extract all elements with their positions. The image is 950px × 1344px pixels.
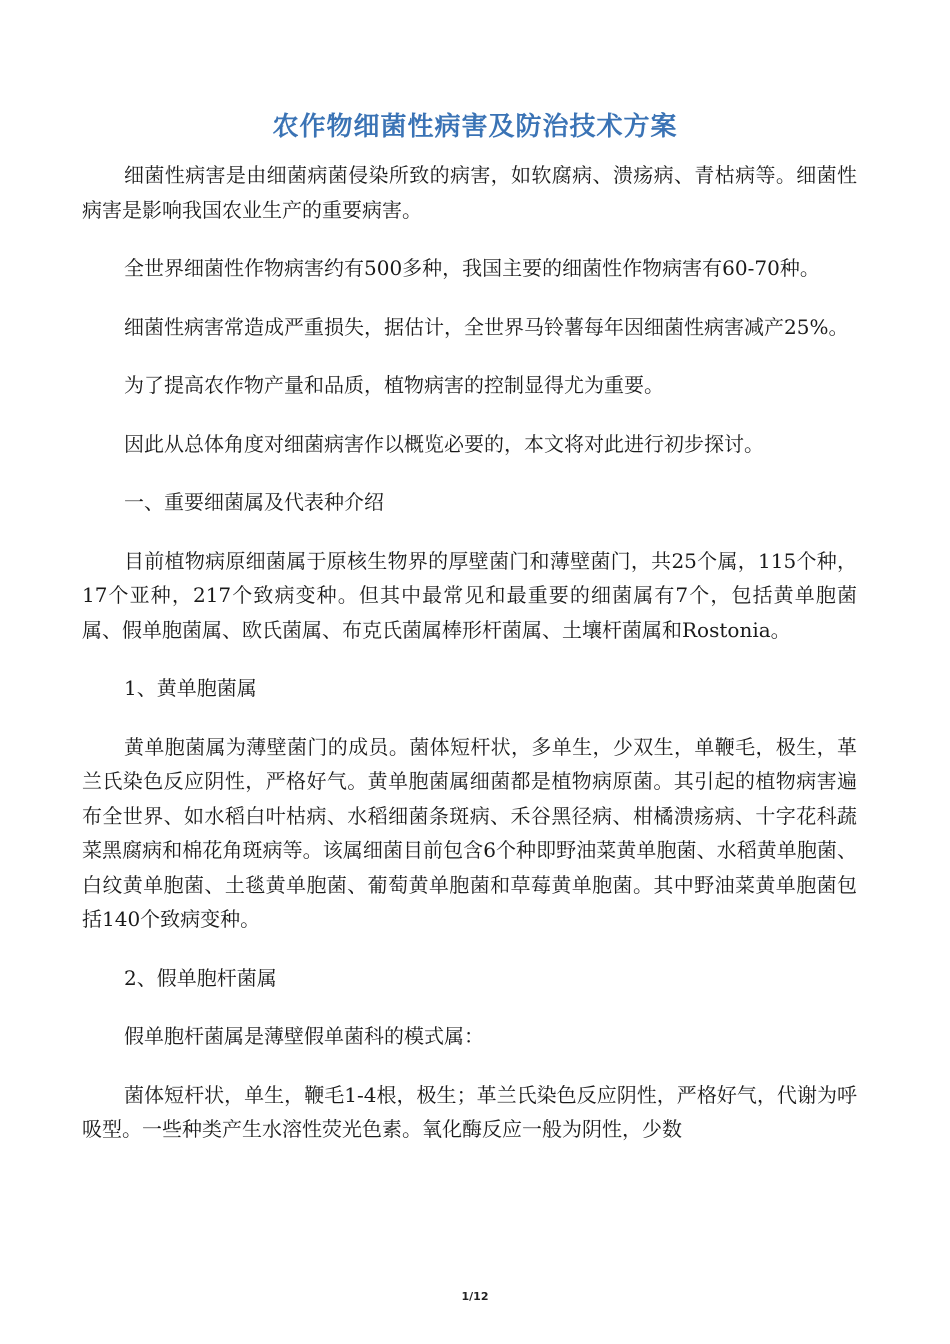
paragraph-5: 因此从总体角度对细菌病害作以概览必要的，本文将对此进行初步探讨。 xyxy=(124,431,764,456)
subheading-pseudomonas: 2、假单胞杆菌属 xyxy=(124,965,277,990)
document-title: 农作物细菌性病害及防治技术方案 xyxy=(272,112,678,142)
paragraph-1: 细菌性病害是由细菌病菌侵染所致的病害，如软腐病、溃疡病、青枯病等。细菌性病害是影响我国农业生产的重要病害。 xyxy=(82,163,857,222)
paragraph-7: 黄单胞菌属为薄壁菌门的成员。菌体短杆状，多单生，少双生，单鞭毛，极生，革兰氏染色反应阴性，严格好气。黄单胞菌属细菌都是植物病原菌。其引起的植物病害遍布全世界、如水稻白叶枯病、水稻细菌条斑病、禾谷黑径病、柑橘溃疡病、十字花科蔬菜黑腐病和棉花角斑病等。该属细菌目前包含6个种即野油菜黄单胞菌、水稻黄单胞菌、白纹黄单胞菌、土毯黄单胞菌、葡萄黄单胞菌和草莓黄单胞菌。其中野油菜黄单胞菌包括140个致病变种。 xyxy=(82,734,857,931)
paragraph-9: 菌体短杆状，单生，鞭毛1-4根，极生；革兰氏染色反应阴性，严格好气，代谢为呼吸型。一些种类产生水溶性荧光色素。氧化酶反应一般为阴性，少数 xyxy=(82,1082,857,1141)
page-number: 1/12 xyxy=(461,1290,489,1303)
subheading-xanthomonas: 1、黄单胞菌属 xyxy=(124,676,257,700)
section-heading-1: 一、重要细菌属及代表种介绍 xyxy=(124,490,384,514)
paragraph-3: 细菌性病害常造成严重损失，据估计，全世界马铃薯每年因细菌性病害减产25%。 xyxy=(124,314,849,339)
paragraph-8: 假单胞杆菌属是薄壁假单菌科的模式属： xyxy=(124,1024,484,1048)
paragraph-6: 目前植物病原细菌属于原核生物界的厚壁菌门和薄壁菌门，共25个属，115个种，17个亚种，217个致病变种。但其中最常见和最重要的细菌属有7个，包括黄单胞菌属、假单胞菌属、欧氏菌属、布克氏菌属棒形杆菌属、土壤杆菌属和Rostonia。 xyxy=(82,548,857,642)
paragraph-2: 全世界细菌性作物病害约有500多种，我国主要的细菌性作物病害有60-70种。 xyxy=(124,256,820,280)
paragraph-4: 为了提高农作物产量和品质，植物病害的控制显得尤为重要。 xyxy=(124,373,664,397)
document-body xyxy=(82,158,857,1147)
